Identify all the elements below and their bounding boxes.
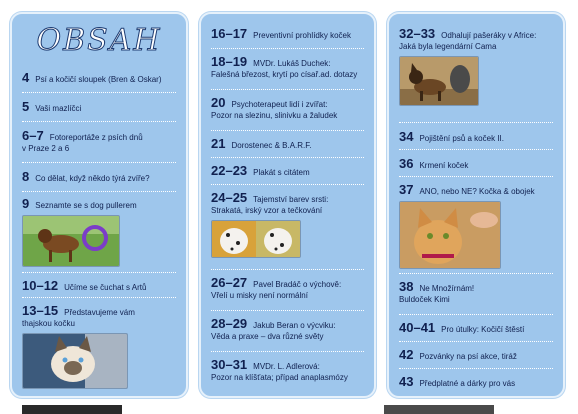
page-number: 20: [211, 95, 226, 110]
entry-subtext: Falešná březost, krytí po císař.ad. dotazy: [211, 70, 358, 79]
entry-text: Vaši mazlíčci: [35, 104, 82, 113]
toc-entry-37[interactable]: [399, 177, 553, 274]
toc-entry-4[interactable]: [22, 64, 176, 93]
entry-subtext: Buldoček Kimi: [399, 295, 450, 304]
entry-subtext: v Praze 2 a 6: [22, 144, 70, 153]
page-number: 24–25: [211, 190, 248, 205]
page-number: 40–41: [399, 320, 436, 335]
toc-entry-9[interactable]: [22, 192, 176, 273]
toc-entry-10-12[interactable]: [22, 273, 176, 298]
toc-entry-26-27[interactable]: [211, 270, 364, 311]
toc-entry-28-29[interactable]: [211, 311, 364, 352]
bottom-cutoff-image: [384, 405, 494, 414]
entry-text: Pavel Bradáč o výchově:: [253, 280, 342, 289]
page-number: 4: [22, 70, 30, 85]
toc-entry-5[interactable]: [22, 93, 176, 122]
entry-subtext: Jaká byla legendární Cama: [399, 42, 497, 51]
page-number: 21: [211, 136, 226, 151]
entry-text: Co dělat, když někdo týrá zvíře?: [35, 174, 150, 183]
toc-entry-18-19[interactable]: [211, 49, 364, 90]
entry-text: Krmení koček: [419, 161, 469, 170]
page-number: 8: [22, 169, 30, 184]
entry-text: Dorostenec & B.A.R.F.: [231, 141, 312, 150]
entry-text: Jakub Beran o výcviku:: [253, 321, 336, 330]
entry-text: Učíme se čuchat s Artů: [64, 283, 147, 292]
toc-entry-16-17[interactable]: [211, 22, 364, 49]
entry-text: Odhalují pašeráky v Africe:: [441, 31, 537, 40]
entry-text: Plakát s citátem: [253, 168, 310, 177]
page-number: 42: [399, 347, 414, 362]
toc-entry-21[interactable]: [211, 131, 364, 158]
entry-text: Fotoreportáže z psích dnů: [49, 133, 143, 142]
detection-dog-photo: [399, 56, 479, 106]
page-number: 37: [399, 182, 414, 197]
page-number: 16–17: [211, 26, 248, 41]
entry-subtext: Pozor na slezinu, slinivku a žaludek: [211, 111, 338, 120]
toc-column-1: [10, 12, 188, 398]
page-number: 28–29: [211, 316, 248, 331]
toc-entry-38[interactable]: [399, 274, 553, 315]
entry-text: Pojištění psů a koček II.: [419, 134, 504, 143]
entry-text: MVDr. Lukáš Duchek:: [253, 59, 331, 68]
toc-entry-24-25[interactable]: [211, 185, 364, 270]
page-number: 13–15: [22, 303, 59, 318]
page-number: 22–23: [211, 163, 248, 178]
page-number: 5: [22, 99, 30, 114]
toc-entry-43[interactable]: [399, 369, 553, 395]
entry-text: MVDr. L. Adlerová:: [253, 362, 320, 371]
toc-entry-22-23[interactable]: [211, 158, 364, 185]
entry-subtext: Vřelí u misky není normální: [211, 291, 308, 300]
toc-entry-20[interactable]: [211, 90, 364, 131]
page-number: 18–19: [211, 54, 248, 69]
toc-entry-42[interactable]: [399, 342, 553, 369]
toc-entry-32-33[interactable]: [399, 22, 553, 123]
page-number: 10–12: [22, 278, 59, 293]
entry-text: Předplatné a dárky pro vás: [419, 379, 516, 388]
entry-text: Seznamte se s dog pullerem: [35, 201, 137, 210]
toc-column-3: [387, 12, 565, 398]
bottom-cutoff-image: [22, 405, 122, 414]
page-number: 30–31: [211, 357, 248, 372]
toc-entry-40-41[interactable]: [399, 315, 553, 342]
entry-text: Pozvánky na psí akce, tiráž: [419, 352, 517, 361]
thai-cat-photo: [22, 333, 128, 389]
dog-puller-photo: [22, 215, 120, 267]
page-number: 6–7: [22, 128, 44, 143]
toc-entry-34[interactable]: [399, 123, 553, 150]
page-number: 36: [399, 156, 414, 171]
entry-subtext: Strakatá, irský vzor a tečkování: [211, 206, 323, 215]
page-number: 26–27: [211, 275, 248, 290]
entry-text: ANO, nebo NE? Kočka & obojek: [419, 187, 535, 196]
entry-subtext: thajskou kočku: [22, 319, 75, 328]
toc-entry-30-31[interactable]: [211, 352, 364, 392]
entry-subtext: Věda a praxe – dva různé světy: [211, 332, 324, 341]
entry-text: Tajemství barev srsti:: [253, 195, 329, 204]
page-number: 32–33: [399, 26, 436, 41]
entry-subtext: Pozor na klíšťata; případ anaplasmózy: [211, 373, 348, 382]
toc-title: OBSAH: [36, 23, 162, 58]
page-number: 38: [399, 279, 414, 294]
dalmatians-photo: [211, 220, 301, 258]
entry-text: Představujeme vám: [64, 308, 135, 317]
cat-collar-photo: [399, 201, 501, 269]
toc-entry-13-15[interactable]: [22, 298, 176, 398]
entry-text: Ne Množírnám!: [419, 284, 475, 293]
toc-entry-6-7[interactable]: [22, 122, 176, 163]
entry-text: Pro útulky: Kočičí štěstí: [441, 325, 525, 334]
toc-entry-36[interactable]: [399, 150, 553, 177]
page-number: 34: [399, 129, 414, 144]
toc-column-2: [199, 12, 376, 398]
page-number: 9: [22, 196, 30, 211]
entry-text: Psí a kočičí sloupek (Bren & Oskar): [35, 75, 162, 84]
toc-entry-8[interactable]: [22, 163, 176, 192]
entry-text: Psychoterapeut lidí i zvířat:: [231, 100, 328, 109]
page-number: 43: [399, 374, 414, 389]
entry-text: Preventivní prohlídky koček: [253, 31, 351, 40]
